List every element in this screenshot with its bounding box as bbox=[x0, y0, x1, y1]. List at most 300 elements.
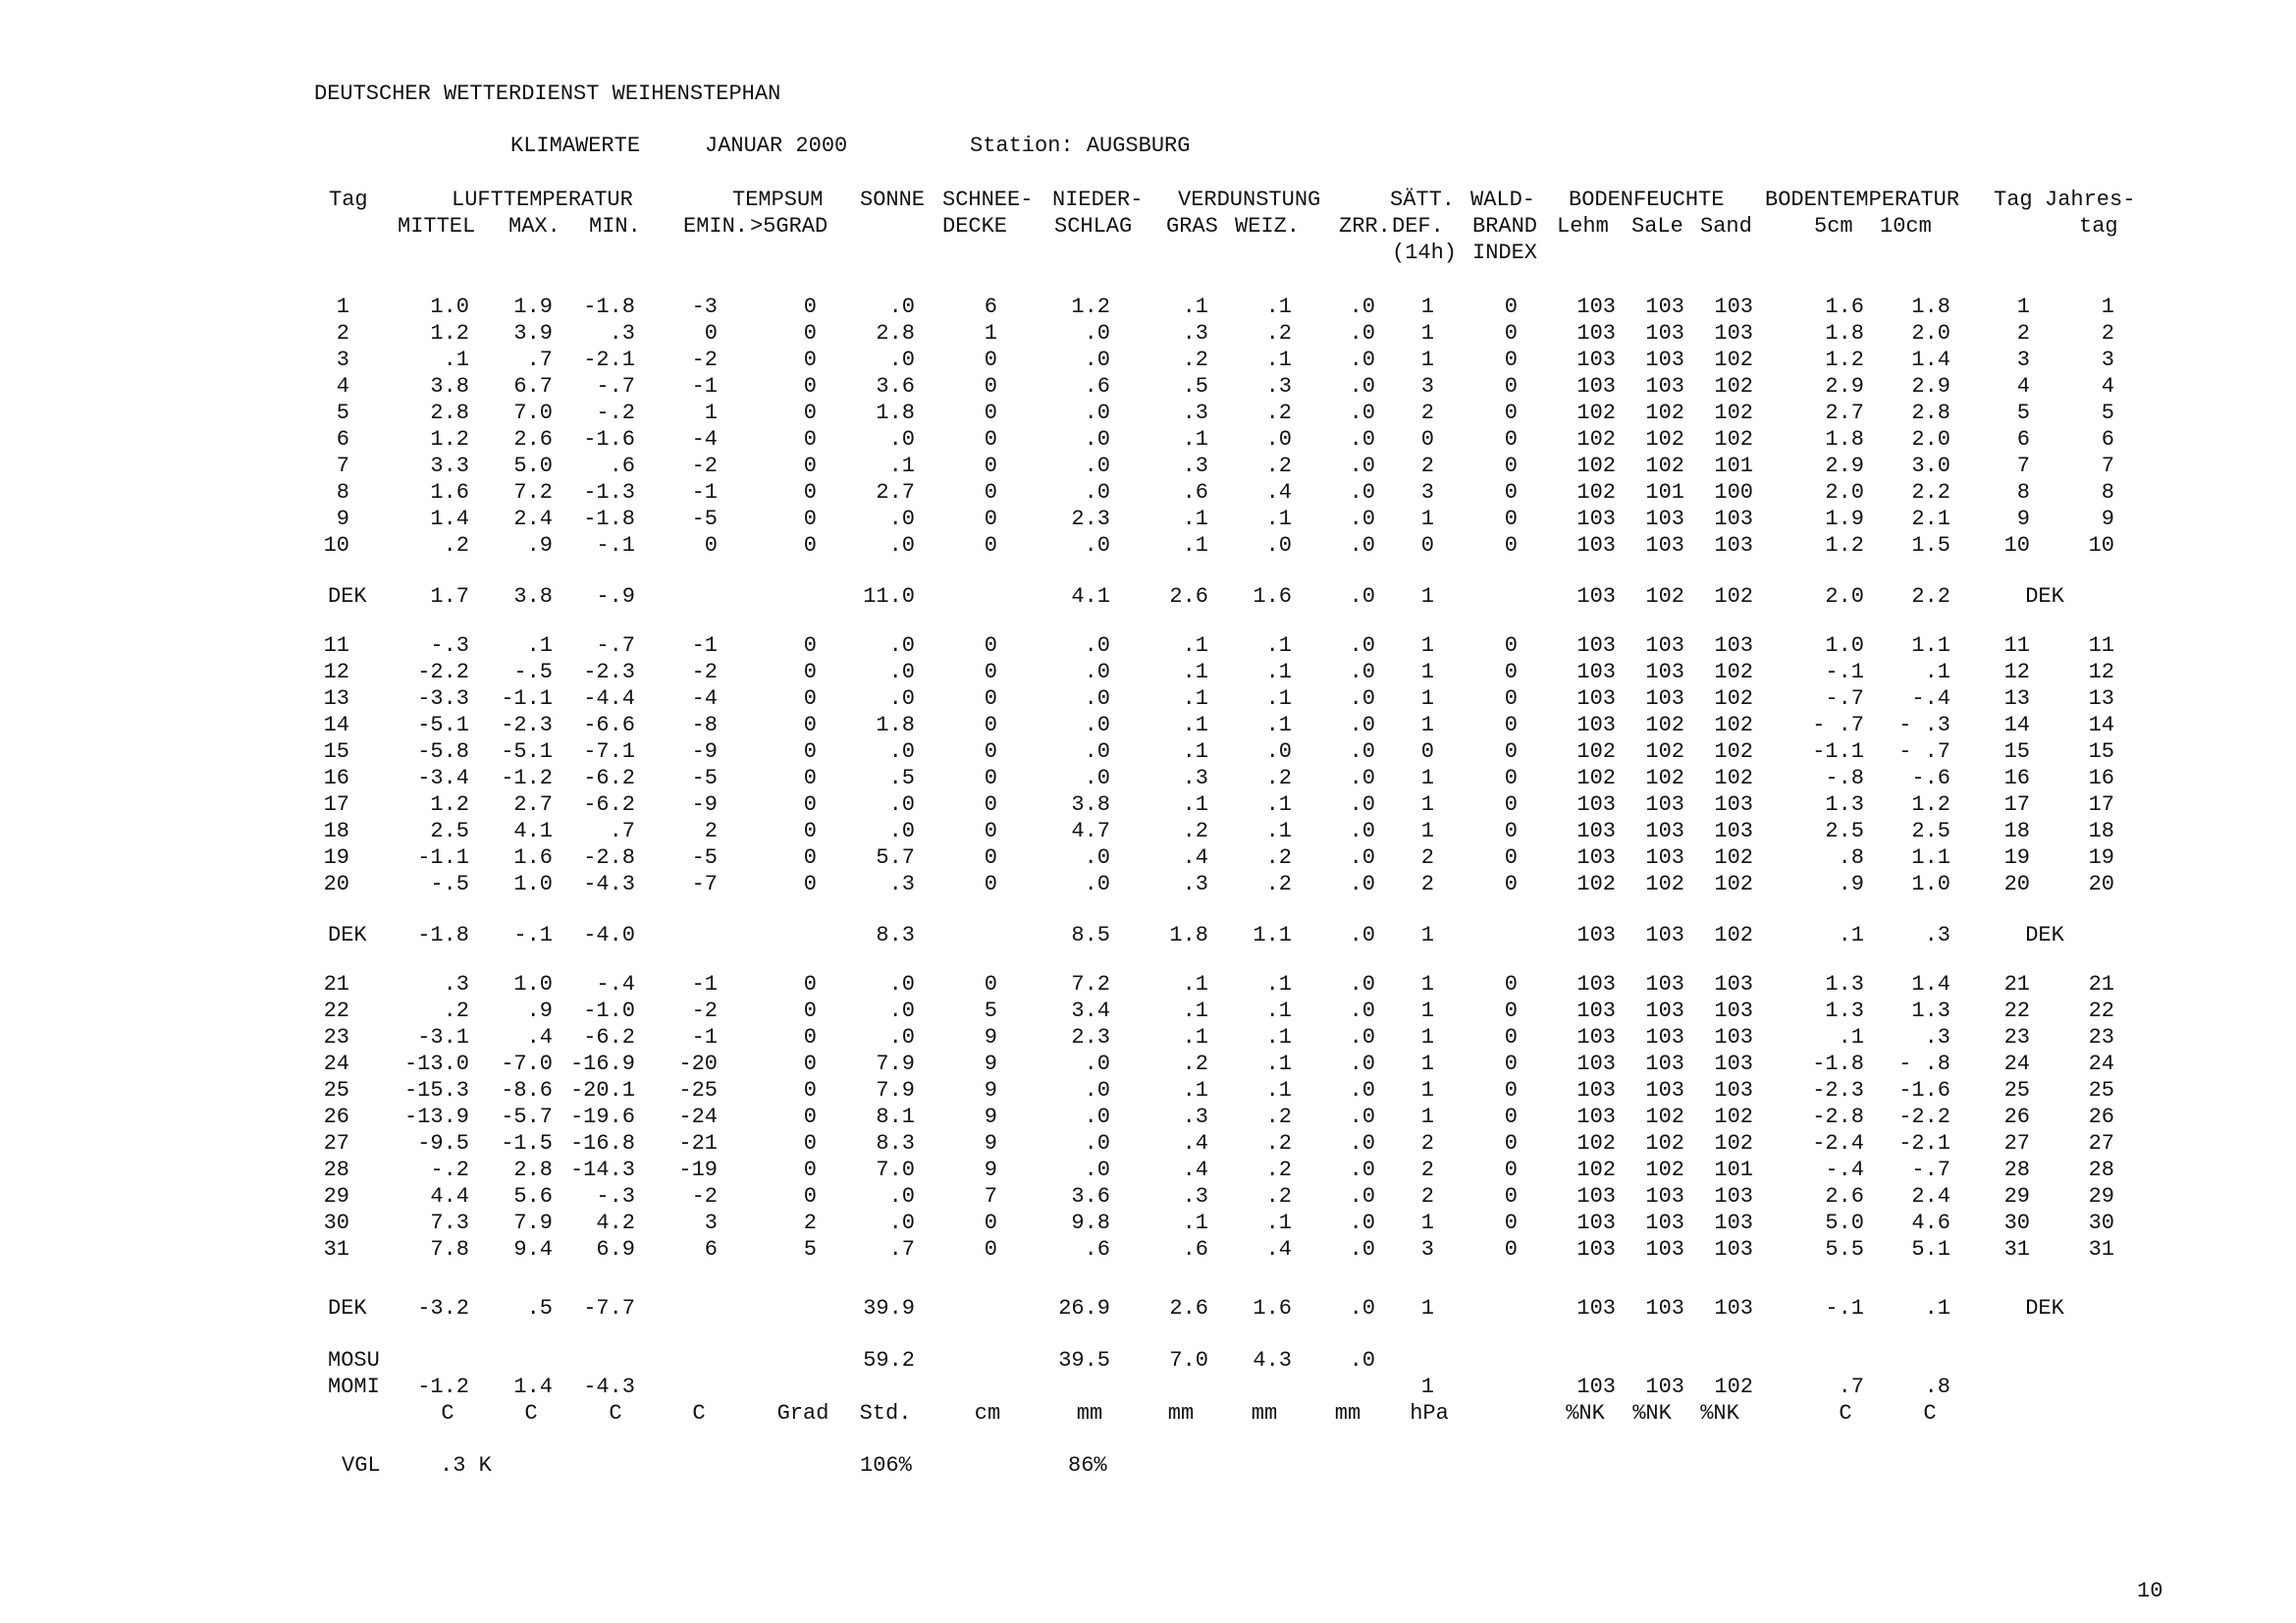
page-number: 10 bbox=[2137, 1579, 2163, 1603]
cell-weiz: .1 bbox=[1265, 972, 1292, 997]
cell-max: 3.8 bbox=[513, 584, 553, 609]
cell-emin: -5 bbox=[691, 845, 718, 870]
cell-mittel: -3.2 bbox=[417, 1296, 469, 1321]
cell-min: -2.1 bbox=[583, 348, 635, 372]
cell-tempsum: 0 bbox=[803, 533, 817, 558]
cell-mittel: -3.4 bbox=[417, 766, 469, 790]
cell-gras: .1 bbox=[1182, 1025, 1208, 1050]
cell-tempsum: 0 bbox=[803, 999, 817, 1023]
cell-tag: 3 bbox=[336, 348, 349, 372]
cell-bt10: 1.4 bbox=[1911, 348, 1950, 372]
cell-waldbrand: 0 bbox=[1504, 295, 1518, 319]
cell-sale: 103 bbox=[1645, 999, 1684, 1023]
cell-waldbrand: 0 bbox=[1504, 713, 1518, 737]
cell-lehm: 103 bbox=[1576, 1184, 1616, 1209]
cell-saett: 3 bbox=[1420, 374, 1434, 399]
cell-bt5: 1.3 bbox=[1825, 792, 1864, 817]
cell-zrr: .0 bbox=[1349, 1025, 1375, 1050]
institution-name: DEUTSCHER WETTERDIENST WEIHENSTEPHAN bbox=[314, 81, 781, 106]
cell-sonne: 7.9 bbox=[876, 1052, 915, 1076]
cell-sonne: .0 bbox=[888, 507, 915, 531]
cell-max: -5.7 bbox=[501, 1105, 553, 1129]
cell-gras: .2 bbox=[1182, 348, 1208, 372]
cell-sand: 103 bbox=[1714, 533, 1753, 558]
cell-waldbrand: 0 bbox=[1504, 792, 1518, 817]
cell-tempsum: 0 bbox=[803, 713, 817, 737]
cell-lehm: 102 bbox=[1576, 480, 1616, 505]
cell-mittel: -1.8 bbox=[417, 923, 469, 947]
cell-sand: 101 bbox=[1714, 1158, 1753, 1182]
cell-mittel: -13.9 bbox=[403, 1105, 469, 1129]
cell-tag: 4 bbox=[336, 374, 349, 399]
cell-sonne: .1 bbox=[888, 454, 915, 478]
cell-jahrestag: 27 bbox=[2088, 1131, 2114, 1156]
cell-gras: .4 bbox=[1182, 1131, 1208, 1156]
cell-sale: 103 bbox=[1645, 1078, 1684, 1103]
cell-sale: 103 bbox=[1645, 792, 1684, 817]
header-gras: GRAS bbox=[1166, 214, 1218, 239]
cell-zrr: .0 bbox=[1349, 533, 1375, 558]
cell-sand: 103 bbox=[1714, 507, 1753, 531]
cell-sand: 102 bbox=[1714, 1131, 1753, 1156]
cell-zrr: .0 bbox=[1349, 1131, 1375, 1156]
cell-emin: -24 bbox=[678, 1105, 718, 1129]
cell-max: -.5 bbox=[513, 660, 553, 684]
cell-sand: 100 bbox=[1714, 480, 1753, 505]
cell-schneedecke: 0 bbox=[984, 686, 997, 711]
cell-weiz: .1 bbox=[1265, 686, 1292, 711]
cell-sonne: .0 bbox=[888, 999, 915, 1023]
cell-mittel: 7.3 bbox=[430, 1211, 469, 1235]
cell-zrr: .0 bbox=[1349, 766, 1375, 790]
cell-max: .7 bbox=[526, 348, 553, 372]
cell-schneedecke: 0 bbox=[984, 1211, 997, 1235]
cell-max: 6.7 bbox=[513, 374, 553, 399]
cell-min: -6.2 bbox=[583, 766, 635, 790]
cell-sonne: .0 bbox=[888, 1025, 915, 1050]
cell-mittel: -1.1 bbox=[417, 845, 469, 870]
cell-sale: 103 bbox=[1645, 321, 1684, 346]
cell-sand: 103 bbox=[1714, 999, 1753, 1023]
cell-sale: 102 bbox=[1645, 1131, 1684, 1156]
cell-sale: 103 bbox=[1645, 1025, 1684, 1050]
cell-schneedecke: 9 bbox=[984, 1025, 997, 1050]
cell-sand: 102 bbox=[1714, 1375, 1753, 1399]
header-bt-10cm: 10cm bbox=[1880, 214, 1932, 239]
cell-gras: 7.0 bbox=[1169, 1348, 1208, 1373]
cell-schneedecke: 9 bbox=[984, 1131, 997, 1156]
cell-emin: -4 bbox=[691, 686, 718, 711]
cell-mittel: 1.7 bbox=[430, 584, 469, 609]
cell-zrr: .0 bbox=[1349, 633, 1375, 658]
cell-tag2: 24 bbox=[2003, 1052, 2030, 1076]
cell-bt10: 1.4 bbox=[1911, 972, 1950, 997]
cell-niederschlag: .0 bbox=[1084, 739, 1110, 764]
cell-mittel: -.5 bbox=[430, 872, 469, 896]
cell-max: -5.1 bbox=[501, 739, 553, 764]
cell-schneedecke: 0 bbox=[984, 845, 997, 870]
cell-tag2: DEK bbox=[2025, 584, 2064, 609]
cell-saett: 1 bbox=[1420, 713, 1434, 737]
cell-waldbrand: 0 bbox=[1504, 660, 1518, 684]
cell-emin: -1 bbox=[691, 480, 718, 505]
cell-tag2: 14 bbox=[2003, 713, 2030, 737]
cell-tag2: DEK bbox=[2025, 1296, 2064, 1321]
cell-niederschlag: .6 bbox=[1084, 374, 1110, 399]
cell-weiz: .1 bbox=[1265, 819, 1292, 843]
cell-waldbrand: 0 bbox=[1504, 321, 1518, 346]
cell-max: 1.0 bbox=[513, 872, 553, 896]
header-niederschlag: NIEDER- bbox=[1052, 188, 1144, 212]
cell-saett: 1 bbox=[1420, 686, 1434, 711]
cell-tag2: 18 bbox=[2003, 819, 2030, 843]
cell-tag: 19 bbox=[323, 845, 349, 870]
cell-mittel: 1.2 bbox=[430, 321, 469, 346]
cell-lehm: 102 bbox=[1576, 1131, 1616, 1156]
cell-bt5: 1.3 bbox=[1825, 972, 1864, 997]
cell-schneedecke: 0 bbox=[984, 972, 997, 997]
cell-tempsum: 0 bbox=[803, 660, 817, 684]
cell-sale: 102 bbox=[1645, 766, 1684, 790]
cell-zrr: .0 bbox=[1349, 427, 1375, 452]
cell-jahrestag: 31 bbox=[2088, 1237, 2114, 1262]
cell-jahrestag: 19 bbox=[2088, 845, 2114, 870]
cell-jahrestag: 8 bbox=[2101, 480, 2114, 505]
cell-sale: 103 bbox=[1645, 819, 1684, 843]
header-tempsum: TEMPSUM bbox=[732, 188, 824, 212]
cell-saett: 1 bbox=[1420, 1296, 1434, 1321]
cell-sale: 103 bbox=[1645, 507, 1684, 531]
header-min: MIN. bbox=[589, 214, 641, 239]
cell-tempsum: 5 bbox=[803, 1237, 817, 1262]
cell-mittel: -.3 bbox=[430, 633, 469, 658]
cell-bt5: -2.8 bbox=[1812, 1105, 1864, 1129]
cell-weiz: .2 bbox=[1265, 454, 1292, 478]
cell-sand: 101 bbox=[1714, 454, 1753, 478]
cell-tag: 15 bbox=[323, 739, 349, 764]
cell-zrr: .0 bbox=[1349, 1105, 1375, 1129]
cell-saett: 2 bbox=[1420, 845, 1434, 870]
cell-min: -7.7 bbox=[583, 1296, 635, 1321]
unit-tempsum: Grad bbox=[776, 1401, 829, 1426]
header-wald-index: INDEX bbox=[1472, 241, 1538, 265]
cell-tempsum: 0 bbox=[803, 972, 817, 997]
cell-emin: -4 bbox=[691, 427, 718, 452]
cell-sonne: 8.3 bbox=[876, 923, 915, 947]
cell-schneedecke: 0 bbox=[984, 401, 997, 425]
cell-zrr: .0 bbox=[1349, 401, 1375, 425]
cell-tag: 10 bbox=[323, 533, 349, 558]
cell-saett: 2 bbox=[1420, 872, 1434, 896]
cell-emin: -2 bbox=[691, 454, 718, 478]
cell-tag: 5 bbox=[336, 401, 349, 425]
cell-zrr: .0 bbox=[1349, 1348, 1375, 1373]
cell-bt5: 1.6 bbox=[1825, 295, 1864, 319]
cell-bt5: .1 bbox=[1838, 923, 1864, 947]
cell-bt10: 1.2 bbox=[1911, 792, 1950, 817]
cell-weiz: 1.6 bbox=[1253, 584, 1292, 609]
cell-lehm: 103 bbox=[1576, 295, 1616, 319]
cell-zrr: .0 bbox=[1349, 454, 1375, 478]
cell-sonne: .7 bbox=[888, 1237, 915, 1262]
cell-gras: .1 bbox=[1182, 999, 1208, 1023]
cell-lehm: 102 bbox=[1576, 766, 1616, 790]
cell-bt10: 3.0 bbox=[1911, 454, 1950, 478]
cell-mittel: -2.2 bbox=[417, 660, 469, 684]
cell-jahrestag: 20 bbox=[2088, 872, 2114, 896]
cell-bt10: 2.5 bbox=[1911, 819, 1950, 843]
cell-schneedecke: 0 bbox=[984, 1237, 997, 1262]
cell-jahrestag: 13 bbox=[2088, 686, 2114, 711]
cell-mittel: -1.2 bbox=[417, 1375, 469, 1399]
cell-sonne: .0 bbox=[888, 792, 915, 817]
cell-max: 3.9 bbox=[513, 321, 553, 346]
cell-saett: 1 bbox=[1420, 1211, 1434, 1235]
cell-min: -20.1 bbox=[569, 1078, 635, 1103]
cell-waldbrand: 0 bbox=[1504, 1052, 1518, 1076]
cell-schneedecke: 0 bbox=[984, 454, 997, 478]
header-niederschlag-sub: SCHLAG bbox=[1054, 214, 1133, 239]
cell-gras: .1 bbox=[1182, 686, 1208, 711]
cell-tag2: 30 bbox=[2003, 1211, 2030, 1235]
cell-tempsum: 0 bbox=[803, 374, 817, 399]
cell-lehm: 103 bbox=[1576, 972, 1616, 997]
cell-tempsum: 0 bbox=[803, 766, 817, 790]
cell-max: 4.1 bbox=[513, 819, 553, 843]
cell-min: .3 bbox=[609, 321, 635, 346]
cell-tag: 24 bbox=[323, 1052, 349, 1076]
cell-tempsum: 0 bbox=[803, 401, 817, 425]
cell-max: 1.9 bbox=[513, 295, 553, 319]
cell-weiz: .1 bbox=[1265, 999, 1292, 1023]
cell-sand: 103 bbox=[1714, 792, 1753, 817]
header-max: MAX. bbox=[508, 214, 561, 239]
cell-jahrestag: 7 bbox=[2101, 454, 2114, 478]
cell-sale: 103 bbox=[1645, 1184, 1684, 1209]
cell-jahrestag: 5 bbox=[2101, 401, 2114, 425]
cell-gras: .1 bbox=[1182, 739, 1208, 764]
cell-min: -.4 bbox=[596, 972, 635, 997]
cell-zrr: .0 bbox=[1349, 1078, 1375, 1103]
cell-tempsum: 0 bbox=[803, 739, 817, 764]
cell-mittel: 2.5 bbox=[430, 819, 469, 843]
cell-weiz: .0 bbox=[1265, 533, 1292, 558]
cell-saett: 3 bbox=[1420, 480, 1434, 505]
cell-lehm: 103 bbox=[1576, 533, 1616, 558]
cell-sale: 102 bbox=[1645, 454, 1684, 478]
cell-jahrestag: 2 bbox=[2101, 321, 2114, 346]
cell-saett: 1 bbox=[1420, 348, 1434, 372]
cell-tag2: 17 bbox=[2003, 792, 2030, 817]
cell-jahrestag: 10 bbox=[2088, 533, 2114, 558]
cell-sand: 102 bbox=[1714, 348, 1753, 372]
cell-bt5: 1.0 bbox=[1825, 633, 1864, 658]
cell-gras: .2 bbox=[1182, 819, 1208, 843]
cell-min: -6.2 bbox=[583, 1025, 635, 1050]
cell-lehm: 102 bbox=[1576, 427, 1616, 452]
cell-bt10: 2.4 bbox=[1911, 1184, 1950, 1209]
cell-max: 7.9 bbox=[513, 1211, 553, 1235]
cell-sale: 103 bbox=[1645, 1211, 1684, 1235]
cell-tag2: 8 bbox=[2016, 480, 2030, 505]
cell-zrr: .0 bbox=[1349, 321, 1375, 346]
cell-sonne: .0 bbox=[888, 533, 915, 558]
cell-lehm: 103 bbox=[1576, 792, 1616, 817]
cell-weiz: 1.6 bbox=[1253, 1296, 1292, 1321]
cell-gras: .5 bbox=[1182, 374, 1208, 399]
cell-sand: 102 bbox=[1714, 766, 1753, 790]
cell-bt5: 1.3 bbox=[1825, 999, 1864, 1023]
cell-gras: .4 bbox=[1182, 1158, 1208, 1182]
cell-bt10: .8 bbox=[1924, 1375, 1950, 1399]
cell-emin: -8 bbox=[691, 713, 718, 737]
cell-tempsum: 0 bbox=[803, 480, 817, 505]
cell-gras: .1 bbox=[1182, 1078, 1208, 1103]
cell-min: -6.6 bbox=[583, 713, 635, 737]
cell-sale: 103 bbox=[1645, 374, 1684, 399]
cell-bt5: 2.6 bbox=[1825, 1184, 1864, 1209]
cell-lehm: 103 bbox=[1576, 348, 1616, 372]
cell-tag: 8 bbox=[336, 480, 349, 505]
cell-zrr: .0 bbox=[1349, 374, 1375, 399]
comparison-label: VGL bbox=[342, 1453, 381, 1478]
cell-min: -14.3 bbox=[569, 1158, 635, 1182]
cell-saett: 0 bbox=[1420, 427, 1434, 452]
cell-zrr: .0 bbox=[1349, 923, 1375, 947]
cell-max: 2.7 bbox=[513, 792, 553, 817]
cell-jahrestag: 15 bbox=[2088, 739, 2114, 764]
cell-min: -1.8 bbox=[583, 507, 635, 531]
cell-bt5: 1.9 bbox=[1825, 507, 1864, 531]
cell-tag2: 3 bbox=[2016, 348, 2030, 372]
cell-emin: -19 bbox=[678, 1158, 718, 1182]
cell-schneedecke: 0 bbox=[984, 872, 997, 896]
cell-max: .4 bbox=[526, 1025, 553, 1050]
cell-bt10: .3 bbox=[1924, 1025, 1950, 1050]
cell-mittel: .2 bbox=[443, 999, 469, 1023]
cell-niederschlag: 4.7 bbox=[1071, 819, 1110, 843]
cell-tempsum: 0 bbox=[803, 1052, 817, 1076]
cell-tag2: 15 bbox=[2003, 739, 2030, 764]
cell-bt10: - .3 bbox=[1898, 713, 1950, 737]
cell-niederschlag: .0 bbox=[1084, 845, 1110, 870]
cell-niederschlag: .0 bbox=[1084, 321, 1110, 346]
cell-zrr: .0 bbox=[1349, 295, 1375, 319]
cell-waldbrand: 0 bbox=[1504, 480, 1518, 505]
cell-max: 2.6 bbox=[513, 427, 553, 452]
cell-zrr: .0 bbox=[1349, 686, 1375, 711]
cell-waldbrand: 0 bbox=[1504, 374, 1518, 399]
cell-min: -4.3 bbox=[583, 872, 635, 896]
cell-weiz: .0 bbox=[1265, 739, 1292, 764]
cell-jahrestag: 17 bbox=[2088, 792, 2114, 817]
cell-gras: .1 bbox=[1182, 792, 1208, 817]
cell-emin: -2 bbox=[691, 999, 718, 1023]
cell-waldbrand: 0 bbox=[1504, 507, 1518, 531]
cell-gras: 2.6 bbox=[1169, 1296, 1208, 1321]
cell-saett: 1 bbox=[1420, 1025, 1434, 1050]
cell-bt10: 2.2 bbox=[1911, 480, 1950, 505]
cell-niederschlag: .0 bbox=[1084, 401, 1110, 425]
cell-tag2: 31 bbox=[2003, 1237, 2030, 1262]
cell-lehm: 103 bbox=[1576, 1105, 1616, 1129]
cell-min: -1.8 bbox=[583, 295, 635, 319]
cell-sale: 103 bbox=[1645, 923, 1684, 947]
cell-weiz: .1 bbox=[1265, 713, 1292, 737]
cell-min: -7.1 bbox=[583, 739, 635, 764]
cell-saett: 1 bbox=[1420, 999, 1434, 1023]
cell-niederschlag: .0 bbox=[1084, 348, 1110, 372]
cell-max: -2.3 bbox=[501, 713, 553, 737]
cell-tempsum: 0 bbox=[803, 1025, 817, 1050]
cell-bt5: 2.9 bbox=[1825, 374, 1864, 399]
cell-sonne: .0 bbox=[888, 819, 915, 843]
cell-jahrestag: 14 bbox=[2088, 713, 2114, 737]
cell-weiz: .2 bbox=[1265, 1105, 1292, 1129]
cell-schneedecke: 0 bbox=[984, 660, 997, 684]
cell-tag2: 26 bbox=[2003, 1105, 2030, 1129]
cell-max: 5.0 bbox=[513, 454, 553, 478]
header-saett-time: (14h) bbox=[1392, 241, 1458, 265]
cell-tag2: 13 bbox=[2003, 686, 2030, 711]
cell-weiz: .1 bbox=[1265, 792, 1292, 817]
cell-bt5: -1.1 bbox=[1812, 739, 1864, 764]
cell-bt10: 2.9 bbox=[1911, 374, 1950, 399]
cell-mittel: .1 bbox=[443, 348, 469, 372]
cell-niederschlag: 3.6 bbox=[1071, 1184, 1110, 1209]
cell-niederschlag: .0 bbox=[1084, 454, 1110, 478]
cell-sand: 103 bbox=[1714, 295, 1753, 319]
cell-schneedecke: 9 bbox=[984, 1052, 997, 1076]
cell-jahrestag: 11 bbox=[2088, 633, 2114, 658]
cell-niederschlag: .0 bbox=[1084, 1105, 1110, 1129]
header-lehm: Lehm bbox=[1557, 214, 1609, 239]
cell-bt10: 2.0 bbox=[1911, 321, 1950, 346]
cell-saett: 1 bbox=[1420, 972, 1434, 997]
cell-sand: 102 bbox=[1714, 427, 1753, 452]
cell-waldbrand: 0 bbox=[1504, 1211, 1518, 1235]
cell-waldbrand: 0 bbox=[1504, 427, 1518, 452]
cell-gras: .3 bbox=[1182, 454, 1208, 478]
cell-mittel: -5.1 bbox=[417, 713, 469, 737]
unit-saett: hPa bbox=[1410, 1401, 1449, 1426]
cell-bt10: 1.8 bbox=[1911, 295, 1950, 319]
cell-min: -16.9 bbox=[569, 1052, 635, 1076]
cell-weiz: .1 bbox=[1265, 1025, 1292, 1050]
cell-mittel: 1.2 bbox=[430, 427, 469, 452]
cell-bt5: -.4 bbox=[1825, 1158, 1864, 1182]
cell-sale: 103 bbox=[1645, 633, 1684, 658]
cell-sale: 102 bbox=[1645, 584, 1684, 609]
cell-emin: -1 bbox=[691, 972, 718, 997]
cell-bt10: 2.2 bbox=[1911, 584, 1950, 609]
cell-tempsum: 0 bbox=[803, 507, 817, 531]
cell-mittel: 1.2 bbox=[430, 792, 469, 817]
cell-waldbrand: 0 bbox=[1504, 999, 1518, 1023]
cell-min: -.9 bbox=[596, 584, 635, 609]
cell-sand: 102 bbox=[1714, 584, 1753, 609]
cell-zrr: .0 bbox=[1349, 999, 1375, 1023]
cell-max: .1 bbox=[526, 633, 553, 658]
cell-bt5: .7 bbox=[1838, 1375, 1864, 1399]
cell-niederschlag: .0 bbox=[1084, 1078, 1110, 1103]
cell-emin: -9 bbox=[691, 792, 718, 817]
cell-bt10: 1.3 bbox=[1911, 999, 1950, 1023]
cell-min: -4.4 bbox=[583, 686, 635, 711]
cell-bt5: 2.0 bbox=[1825, 480, 1864, 505]
cell-lehm: 102 bbox=[1576, 872, 1616, 896]
cell-emin: -2 bbox=[691, 1184, 718, 1209]
